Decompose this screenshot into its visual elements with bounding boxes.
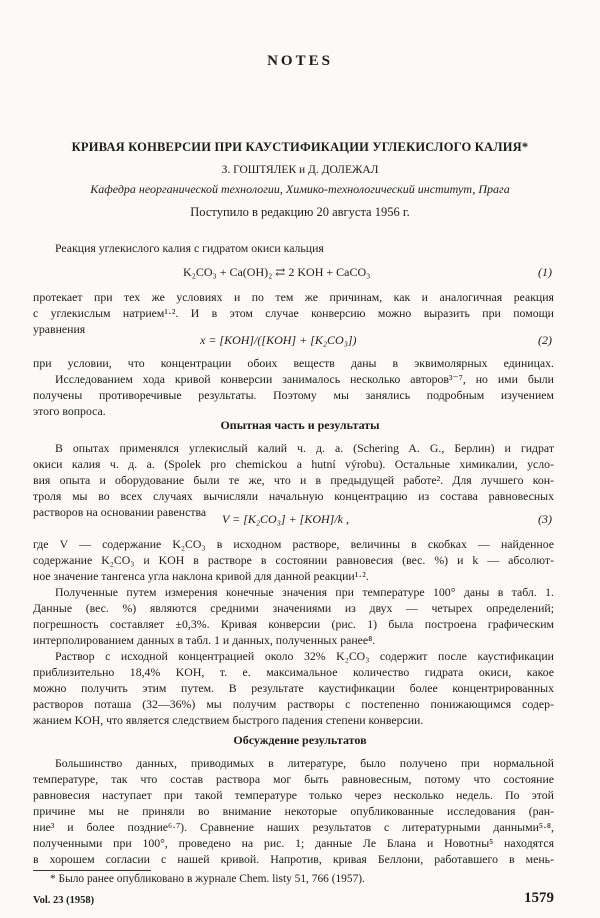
article-authors: З. ГОШТЯЛЕК и Д. ДОЛЕЖАЛ — [221, 164, 379, 176]
paragraph-line: причине мы не приняли во внимание некоторые опубликованные исследования (ран- — [33, 804, 554, 818]
intro-line: протекает при тех же условиях и по тем же причинам, как и аналогичная реакция — [33, 290, 554, 304]
paragraph-line: интерполированием данных в табл. 1 и данных, полученных ранее⁸. — [33, 633, 376, 647]
paragraph-line: содержание K₂CO₃ и KOH в растворе в состоянии равновесия (вес. %) и k — абсолют- — [33, 553, 554, 567]
paragraph-line: Большинство данных, приводимых в литературе, было получено при нормальной — [55, 756, 554, 770]
equation-2-number: (2) — [538, 333, 552, 347]
paragraph-line: температуре, так что состав раствора мог быть равновесным, потому что состояние — [33, 772, 554, 786]
intro-line: этого вопроса. — [33, 404, 106, 418]
section-heading-experimental: Опытная часть и результаты — [220, 418, 380, 432]
footnote: * Было ранее опубликовано в журнале Chem. listy 51, 766 (1957). — [50, 873, 365, 885]
equation-1-number: (1) — [538, 265, 552, 279]
paragraph-line: жанием KOH, что является следствием быстрого падения степени конверсии. — [33, 713, 424, 727]
intro-line: с углекислым натрием¹·². И в этом случае конверсию можно выразить при помощи — [33, 306, 554, 320]
paragraph-line: где V — содержание K₂CO₃ в исходном растворе, величины в скобках — найденное — [33, 537, 554, 551]
intro-line: при условии, что концентрации обоих веществ даны в эквимолярных единицах. — [33, 356, 554, 370]
paragraph-line: растворов поташа (32—36%) мы получим растворы с постепенно понижающимся содер- — [33, 697, 554, 711]
section-heading-discussion: Обсуждение результатов — [233, 733, 367, 747]
paragraph-line: в хорошем согласии с нашей кривой. Напротив, кривая Беллони, работавшего в мень- — [33, 852, 554, 866]
section-header: NOTES — [267, 53, 333, 69]
paragraph-line: окиси калия ч. д. а. (Spolek pro chemickou a hutní výrobu). Остальные химикалии, усло- — [33, 457, 554, 471]
paragraph-line: Данные (вес. %) являются средними значениями из двух — четырех определений; — [33, 601, 554, 615]
paragraph-line: можно получить этим путем. В результате каустификации более концентрированных — [33, 681, 554, 695]
page-number: 1579 — [524, 890, 554, 906]
paragraph-line: троля мы во всех случаях вычисляли начальную концентрацию из состава равновесных — [33, 489, 554, 503]
equation-1: K₂CO₃ + Ca(OH)₂ ⇄ 2 KOH + CaCO₃ — [183, 265, 371, 279]
paragraph-line: ние³ и более поздние⁶·⁷). Сравнение наших результатов с литературными данными⁵·⁸, — [33, 820, 554, 834]
equation-2: x = [KOH]/([KOH] + [K₂CO₃]) — [200, 333, 357, 347]
intro-line: получены противоречивые результаты. Поэтому мы занялись подробным изучением — [33, 388, 554, 402]
intro-line: уравнения — [33, 322, 86, 336]
paragraph-line: ное значение тангенса угла наклона кривой для данной реакции¹·². — [33, 569, 369, 583]
intro-lead: Реакция углекислого калия с гидратом окиси кальция — [55, 241, 324, 255]
intro-line: Исследованием хода кривой конверсии занималось несколько авторов³⁻⁷, но ими были — [55, 372, 554, 386]
paragraph-line: вия опыта и оборудование были те же, что и в предыдущей работе². Для лучшего кон- — [33, 473, 554, 487]
journal-volume: Vol. 23 (1958) — [33, 895, 95, 906]
article-title: КРИВАЯ КОНВЕРСИИ ПРИ КАУСТИФИКАЦИИ УГЛЕКИСЛОГО КАЛИЯ* — [71, 140, 529, 154]
paragraph-line: Полученные путем измерения конечные значения при температуре 100° даны в табл. 1. — [55, 585, 554, 599]
received-date: Поступило в редакцию 20 августа 1956 г. — [190, 205, 410, 219]
paragraph-line: В опытах применялся углекислый калий ч. д. а. (Schering A. G., Берлин) и гидрат — [55, 441, 554, 455]
paragraph-line: приблизительно 18,4% KOH, т. е. максимальное количество гидрата окиси, какое — [33, 665, 554, 679]
paragraph-line: растворов на основании равенства — [33, 505, 207, 519]
paragraph-line: Раствор с исходной концентрацией около 32% K₂CO₃ содержит после каустификации — [55, 649, 554, 663]
article-affiliation: Кафедра неорганической технологии, Химико-технологический институт, Прага — [90, 182, 510, 196]
paragraph-line: полученными при 100°, проведено на рис. 1; данные Ле Блана и Новотны⁵ находятся — [33, 836, 554, 850]
equation-3-number: (3) — [538, 512, 552, 526]
equation-3: V = [K₂CO₃] + [KOH]/k , — [222, 512, 350, 526]
footnote-rule — [33, 870, 151, 871]
paragraph-line: равновесия наступает при такой температуре только через несколько недель. По этой — [33, 788, 554, 802]
paragraph-line: погрешность составляет ±0,3%. Кривая конверсии (рис. 1) была построена графическим — [33, 617, 554, 631]
